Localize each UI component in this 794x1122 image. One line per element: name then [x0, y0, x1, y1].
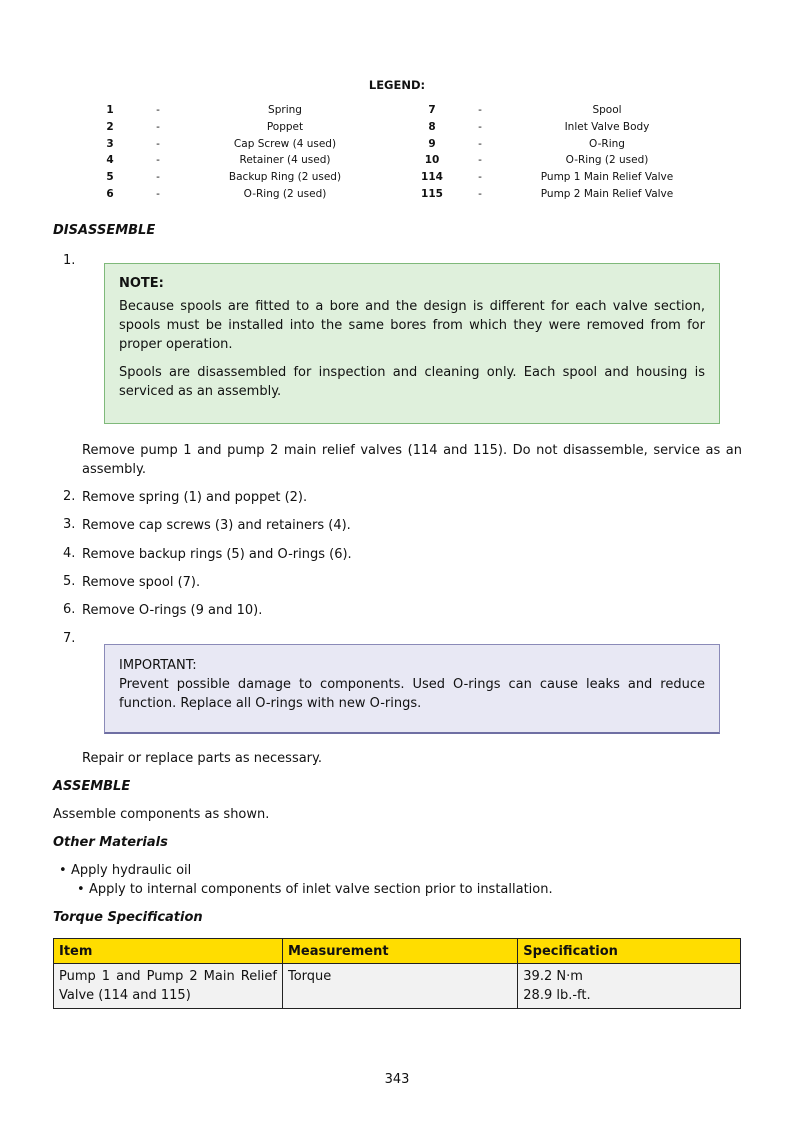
torque-table	[53, 938, 741, 1009]
legend-dash: -	[478, 120, 482, 133]
step-number: 2.	[63, 489, 76, 504]
legend-name: O-Ring	[589, 137, 625, 150]
legend-number: 5	[106, 171, 114, 184]
table-cell	[518, 964, 741, 1009]
table-header: Measurement	[283, 939, 518, 964]
legend-name: Poppet	[266, 120, 304, 133]
legend-dash: -	[478, 104, 482, 116]
step-text: Remove O-rings (9 and 10).	[82, 603, 263, 618]
legend-dash: -	[478, 154, 482, 167]
important-title: IMPORTANT:	[119, 658, 197, 673]
important-text: Prevent possible damage to components. Used O-rings can cause leaks and reduce function. Replace all O-rings with new O-rings.	[119, 677, 705, 711]
note-paragraph: Because spools are fitted to a bore and the design is different for each valve section, spools must be installed into the same bores from which they were removed from for proper operation.	[119, 299, 705, 352]
note-title: NOTE:	[119, 276, 164, 291]
legend-row	[90, 138, 710, 155]
bullet-icon: •	[77, 882, 85, 897]
step-number: 4.	[63, 546, 76, 561]
step-text: Remove backup rings (5) and O-rings (6).	[82, 547, 352, 562]
legend-number: 114	[421, 171, 443, 184]
legend-row	[90, 171, 710, 188]
legend-dash: -	[156, 154, 160, 167]
legend-number: 115	[421, 187, 443, 200]
legend-row	[90, 188, 710, 205]
legend-number: 4	[106, 154, 114, 167]
legend-name: O-Ring (2 used)	[243, 187, 327, 200]
table-cell: Pump 1 and Pump 2 Main Relief Valve (114 and 115)	[54, 964, 283, 1009]
step-text: Remove pump 1 and pump 2 main relief valves (114 and 115). Do not disassemble, service as an assembly.	[82, 443, 742, 477]
step-number: 6.	[63, 602, 76, 617]
legend-number: 2	[106, 120, 114, 133]
bullet-text: Apply to internal components of inlet valve section prior to installation.	[89, 882, 553, 897]
legend-number: 3	[106, 137, 114, 150]
legend-dash: -	[156, 120, 160, 133]
step-text: Repair or replace parts as necessary.	[82, 751, 322, 766]
step-number: 3.	[63, 517, 76, 532]
table-header-row	[54, 939, 741, 964]
table-cell: Torque	[283, 964, 518, 1009]
note-box	[104, 263, 720, 424]
table-header: Specification	[518, 939, 741, 964]
bullet-icon: •	[59, 863, 67, 878]
legend-dash: -	[156, 171, 160, 184]
step-text: Remove spool (7).	[82, 575, 201, 590]
legend-number: 7	[428, 104, 436, 116]
legend-dash: -	[478, 187, 482, 200]
legend-name: Pump 1 Main Relief Valve	[540, 171, 674, 184]
legend-number: 9	[428, 137, 436, 150]
legend-dash: -	[156, 137, 160, 150]
legend-name: Inlet Valve Body	[564, 120, 650, 133]
note-paragraph: Spools are disassembled for inspection and cleaning only. Each spool and housing is serviced as an assembly.	[119, 365, 705, 399]
legend-name: Pump 2 Main Relief Valve	[540, 187, 674, 200]
table-header: Item	[54, 939, 283, 964]
step-number: 5.	[63, 574, 76, 589]
step-number: 7.	[63, 631, 76, 646]
legend-name: Retainer (4 used)	[239, 154, 331, 167]
disassemble-heading: DISASSEMBLE	[53, 223, 156, 238]
page-number: 343	[384, 1072, 410, 1087]
legend-table	[90, 104, 710, 205]
important-box	[104, 644, 720, 734]
legend-name: Backup Ring (2 used)	[228, 171, 342, 184]
legend-number: 10	[424, 154, 440, 167]
legend-row	[90, 104, 710, 121]
legend-name: Spring	[268, 104, 302, 116]
table-row	[54, 964, 741, 1009]
bullet-item	[77, 882, 553, 897]
spec-imperial: 28.9 lb.-ft.	[523, 988, 591, 1003]
spec-metric: 39.2 N·m	[523, 969, 583, 984]
legend-number: 6	[106, 187, 114, 200]
legend-name: O-Ring (2 used)	[565, 154, 649, 167]
legend-row	[90, 121, 710, 138]
legend-dash: -	[478, 137, 482, 150]
assemble-heading: ASSEMBLE	[53, 779, 131, 794]
bullet-item	[59, 863, 191, 878]
legend-name: Cap Screw (4 used)	[233, 137, 337, 150]
legend-number: 8	[428, 120, 436, 133]
legend-dash: -	[156, 187, 160, 200]
legend-row	[90, 154, 710, 171]
step-text: Remove cap screws (3) and retainers (4).	[82, 518, 351, 533]
legend-name: Spool	[592, 104, 622, 116]
legend-title: LEGEND:	[368, 78, 426, 92]
bullet-text: Apply hydraulic oil	[71, 863, 192, 878]
torque-heading: Torque Specification	[53, 910, 203, 925]
legend-dash: -	[478, 171, 482, 184]
step-number: 1.	[63, 253, 76, 268]
legend-number: 1	[106, 104, 114, 116]
assemble-text: Assemble components as shown.	[53, 807, 270, 822]
step-text: Remove spring (1) and poppet (2).	[82, 490, 308, 505]
other-materials-heading: Other Materials	[53, 835, 168, 850]
legend-dash: -	[156, 104, 160, 116]
